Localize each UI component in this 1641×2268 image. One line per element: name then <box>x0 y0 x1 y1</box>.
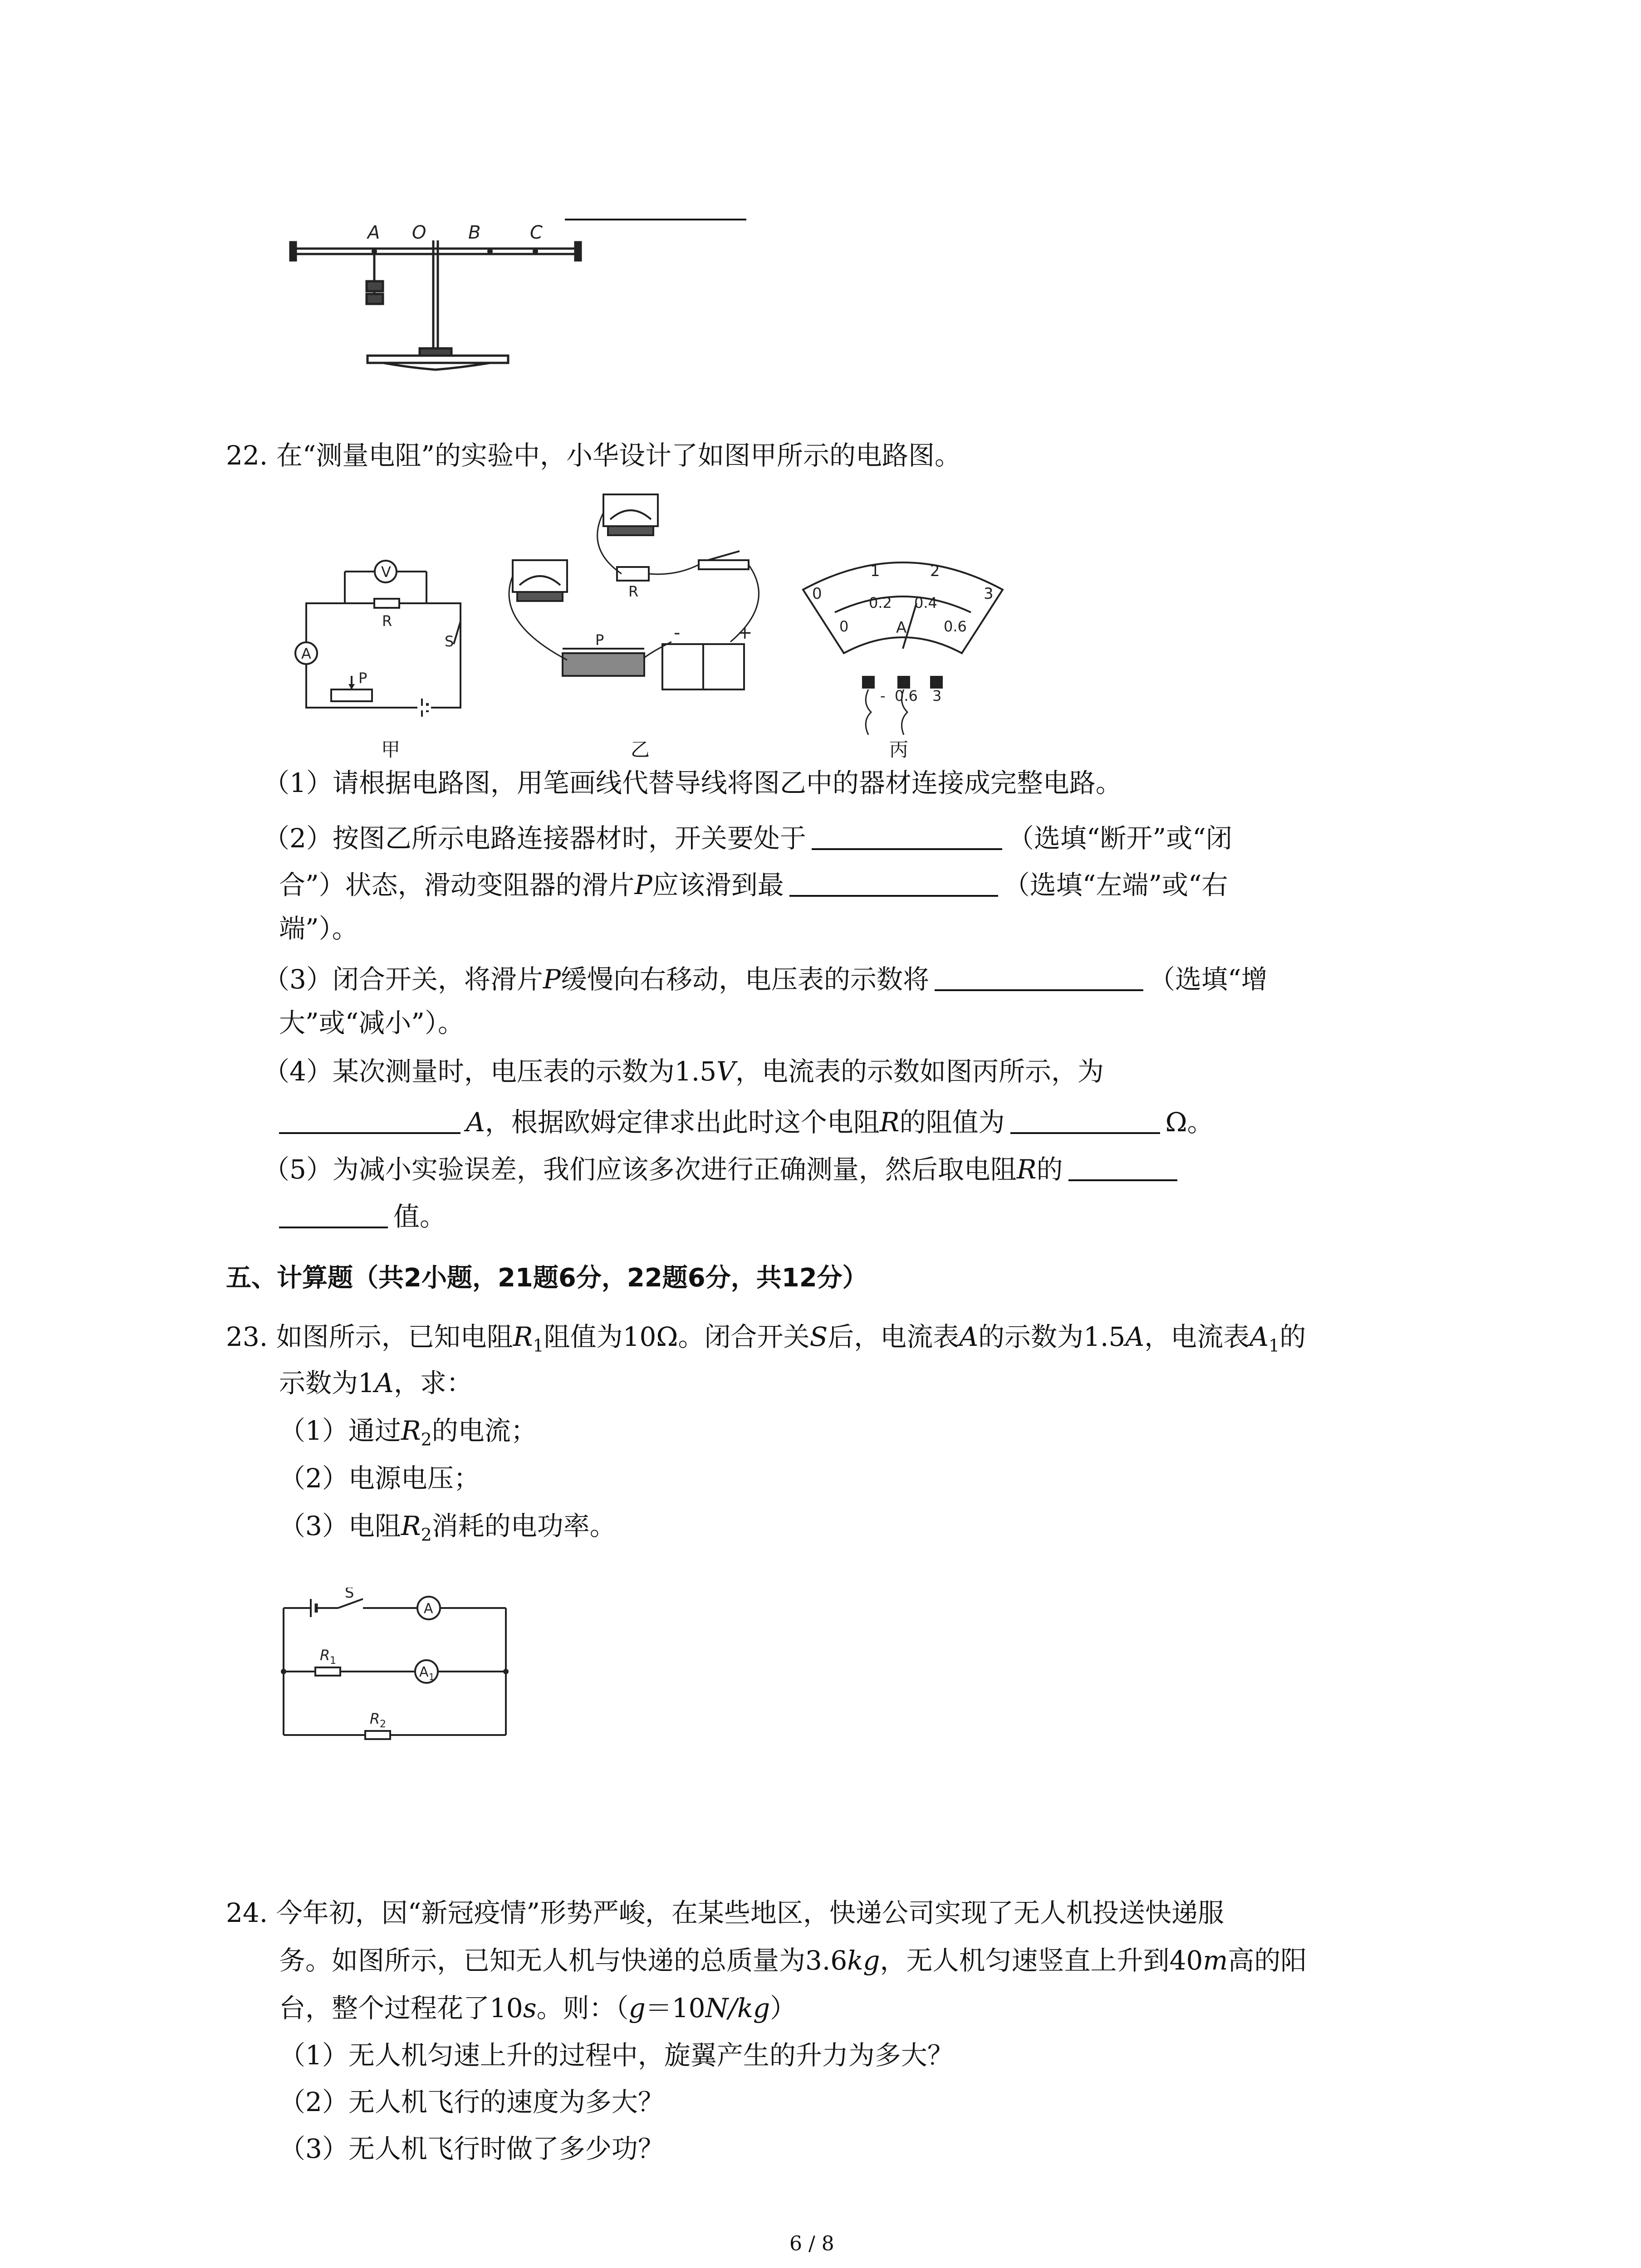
q22-p4-ohm: Ω。 <box>1165 1107 1214 1138</box>
q23-line2-b: ，求： <box>393 1368 473 1398</box>
q22-p5-a: （5）为减小实验误差，我们应该多次进行正确测量，然后取电阻 <box>263 1154 1017 1185</box>
q22-p4-line2 <box>279 1106 1214 1138</box>
lever-figure <box>281 213 735 376</box>
q24-p1 <box>279 2040 954 2071</box>
q23-p3-a: （3）电阻 <box>279 1510 401 1541</box>
q23-s5: 的示数为 <box>978 1321 1084 1352</box>
q23-p2-text: （2）电源电压； <box>279 1463 480 1494</box>
q22-p1-text: （1）请根据电路图，用笔画线代替导线将图乙中的器材连接成完整电路。 <box>263 767 1122 798</box>
q22-p5-b: 的 <box>1036 1154 1063 1185</box>
bing-outer-2: 2 <box>930 562 940 580</box>
question-number: 24. <box>226 1897 268 1928</box>
math-var: S <box>809 1321 828 1352</box>
fig-label-a1: A <box>419 1664 429 1680</box>
yi-label-r: R <box>628 583 639 600</box>
q22-p3-line2 <box>279 1007 464 1038</box>
q22-p5-c: 值。 <box>393 1201 446 1232</box>
math-var: P <box>634 870 652 900</box>
q22-p3-a: （3）闭合开关，将滑片 <box>263 964 543 995</box>
question-number: 22. <box>226 440 268 471</box>
page-number: 6 / 8 <box>789 2232 834 2255</box>
math-num: 10Ω <box>622 1321 678 1352</box>
math-sub: 2 <box>421 1525 432 1545</box>
q23-s3: 。闭合开关 <box>678 1321 810 1352</box>
math-num: 40 <box>1169 1945 1203 1976</box>
q23-p1-a: （1）通过 <box>279 1415 401 1446</box>
figure-jia-circuit <box>286 553 481 735</box>
fig-label-s: S <box>345 1588 354 1601</box>
answer-blank[interactable] <box>1068 1153 1177 1181</box>
math-var: P <box>543 964 561 995</box>
caption-jia: 甲 <box>381 738 401 761</box>
q23-s4: 后，电流表 <box>828 1321 960 1352</box>
q24-p2-text: （2）无人机飞行的速度为多大？ <box>279 2087 664 2117</box>
math-unit: V <box>716 1056 736 1087</box>
math-num: 10 <box>490 1993 523 2024</box>
q22-p2-a: （2）按图乙所示电路连接器材时，开关要处于 <box>263 823 806 854</box>
q23-s2: 阻值为 <box>544 1321 623 1352</box>
yi-label-plus: + <box>737 622 753 643</box>
q22-p5-line1 <box>263 1153 1177 1183</box>
fig-label-r2: R <box>370 1710 380 1727</box>
answer-blank-top[interactable] <box>565 214 746 220</box>
q22-p4-b: ，电流表的示数如图丙所示，为 <box>735 1056 1104 1087</box>
q24-line1 <box>226 1897 1224 1928</box>
fig-label-r1-sub: 1 <box>330 1655 336 1667</box>
q22-p4-c: ，根据欧姆定律求出此时这个电阻 <box>485 1107 880 1138</box>
q22-p2-e: （选填“左端”或“右 <box>1003 870 1228 900</box>
fig-label-a: A <box>424 1601 433 1617</box>
math-unit: A <box>466 1107 485 1138</box>
q24-l3-a: 台，整个过程花了 <box>279 1993 490 2024</box>
q23-p3-b: 消耗的电功率。 <box>431 1510 616 1541</box>
math-unit: m <box>1203 1945 1228 1976</box>
q22-p2-line1 <box>263 822 1232 854</box>
math-num: 1 <box>358 1368 375 1398</box>
figure-yi-apparatus <box>495 485 785 721</box>
math-num: 1.5 <box>674 1056 717 1087</box>
math-unit: A <box>1125 1321 1145 1352</box>
jia-label-p: P <box>358 670 367 687</box>
answer-blank[interactable] <box>812 822 1002 850</box>
math-sub: 2 <box>421 1429 432 1450</box>
q23-s7: 的 <box>1279 1321 1306 1352</box>
caption-bing: 丙 <box>889 738 909 761</box>
q23-circuit-diagram <box>279 1588 515 1760</box>
q24-p1-text: （1）无人机匀速上升的过程中，旋翼产生的升力为多大？ <box>279 2040 954 2071</box>
answer-blank[interactable] <box>789 869 998 897</box>
math-var: R <box>513 1321 533 1352</box>
bing-inner-3: 0.6 <box>944 618 967 635</box>
math-var: R <box>401 1415 421 1446</box>
bing-inner-2: 0.4 <box>914 594 937 611</box>
math-num: 1.5 <box>1083 1321 1126 1352</box>
lever-label-b: B <box>468 222 481 243</box>
math-var: R <box>1016 1154 1037 1185</box>
bing-outer-1: 1 <box>870 562 880 580</box>
q24-p3-text: （3）无人机飞行时做了多少功？ <box>279 2133 664 2164</box>
answer-blank[interactable] <box>279 1200 388 1228</box>
q23-s1: 如图所示，已知电阻 <box>276 1321 513 1352</box>
math-var: R <box>401 1510 421 1541</box>
math-sub: 1 <box>1269 1335 1280 1356</box>
q22-p2-b: （选填“断开”或“闭 <box>1007 823 1232 854</box>
q22-p1 <box>263 767 1122 798</box>
bing-outer-3: 3 <box>984 585 994 603</box>
q23-line2 <box>279 1370 473 1396</box>
math-var: R <box>879 1107 900 1138</box>
jia-label-v: V <box>381 563 391 581</box>
q24-line3 <box>279 1993 797 2024</box>
q22-p2-line3 <box>279 915 358 942</box>
q22-p3-line1 <box>263 963 1268 995</box>
section-heading: 五、计算题（共2小题，21题6分，22题6分，共12分） <box>226 1263 868 1293</box>
q24-l2-a: 务。如图所示，已知无人机与快递的总质量为 <box>279 1945 806 1976</box>
fig-label-r2-sub: 2 <box>380 1719 386 1730</box>
q24-l3-c: ） <box>770 1993 797 2024</box>
q22-p3-d: 大”或“减小”）。 <box>279 1007 464 1038</box>
bing-inner-0: 0 <box>839 618 849 635</box>
q24-l2-b: ，无人机匀速竖直上升到 <box>880 1945 1170 1976</box>
q23-p3 <box>279 1510 616 1545</box>
math-unit: A <box>374 1368 394 1398</box>
math-var: A <box>1249 1321 1269 1352</box>
q23-line2-a: 示数为 <box>279 1368 358 1398</box>
q23-p2 <box>279 1463 480 1494</box>
q22-p4-a: （4）某次测量时，电压表的示数为 <box>263 1056 675 1087</box>
q24-p3 <box>279 2133 664 2164</box>
stem-text: 在“测量电阻”的实验中，小华设计了如图甲所示的电路图。 <box>276 440 961 471</box>
q22-p3-c: （选填“增 <box>1148 964 1268 995</box>
q23-line1 <box>226 1321 1306 1356</box>
math-unit: kg <box>847 1945 880 1976</box>
answer-blank[interactable] <box>1010 1106 1160 1134</box>
fig-label-a1-sub: 1 <box>429 1672 435 1682</box>
yi-label-minus: - <box>674 622 681 643</box>
bing-unit: A <box>896 619 907 637</box>
q22-p4-d: 的阻值为 <box>899 1107 1005 1138</box>
q22-p2-d: 应该滑到最 <box>652 870 784 900</box>
jia-label-a: A <box>301 645 311 662</box>
bing-outer-0: 0 <box>812 585 822 603</box>
lever-label-a: A <box>367 222 380 243</box>
q23-p1-b: 的电流； <box>431 1415 537 1446</box>
q24-l3-b: 。则：（ <box>536 1993 629 2024</box>
jia-label-r: R <box>382 612 392 630</box>
jia-label-s: S <box>445 633 454 650</box>
math-unit: N/kg <box>705 1993 770 2024</box>
caption-yi: 乙 <box>631 738 650 761</box>
math-var: A <box>959 1321 979 1352</box>
q22-p3-b: 缓慢向右移动，电压表的示数将 <box>560 964 929 995</box>
q22-p4-line1 <box>263 1058 1104 1085</box>
q22-stem <box>226 442 961 469</box>
bing-terminal-3: 3 <box>932 687 942 704</box>
q23-p1 <box>279 1415 537 1450</box>
q22-p2-c: 合”）状态，滑动变阻器的滑片 <box>279 870 635 900</box>
math-num: 3.6 <box>805 1945 847 1976</box>
math-var: g <box>628 1993 646 2024</box>
bing-inner-1: 0.2 <box>869 594 892 611</box>
q22-p5-line2 <box>279 1200 446 1230</box>
fig-label-r1: R <box>320 1647 330 1664</box>
q23-s6: ，电流表 <box>1144 1321 1250 1352</box>
question-number: 23. <box>226 1321 268 1352</box>
answer-blank[interactable] <box>935 963 1143 991</box>
math-num: ＝10 <box>645 1993 705 2024</box>
q22-p2-f: 端”）。 <box>279 913 358 944</box>
answer-blank[interactable] <box>279 1106 460 1134</box>
bing-terminal-06: 0.6 <box>895 687 918 704</box>
lever-label-c: C <box>530 222 543 243</box>
q24-p2 <box>279 2089 664 2115</box>
q22-p2-line2 <box>279 869 1228 898</box>
bing-terminal-minus: - <box>880 687 886 704</box>
yi-label-p: P <box>595 631 604 649</box>
math-sub: 1 <box>533 1335 544 1356</box>
lever-label-o: O <box>412 222 426 243</box>
q24-line2 <box>279 1947 1307 1974</box>
q24-l2-c: 高的阳 <box>1228 1945 1307 1976</box>
math-unit: s <box>523 1993 537 2024</box>
figure-bing-ammeter <box>794 553 1012 744</box>
q24-l1: 今年初，因“新冠疫情”形势严峻，在某些地区，快递公司实现了无人机投送快递服 <box>276 1897 1224 1928</box>
